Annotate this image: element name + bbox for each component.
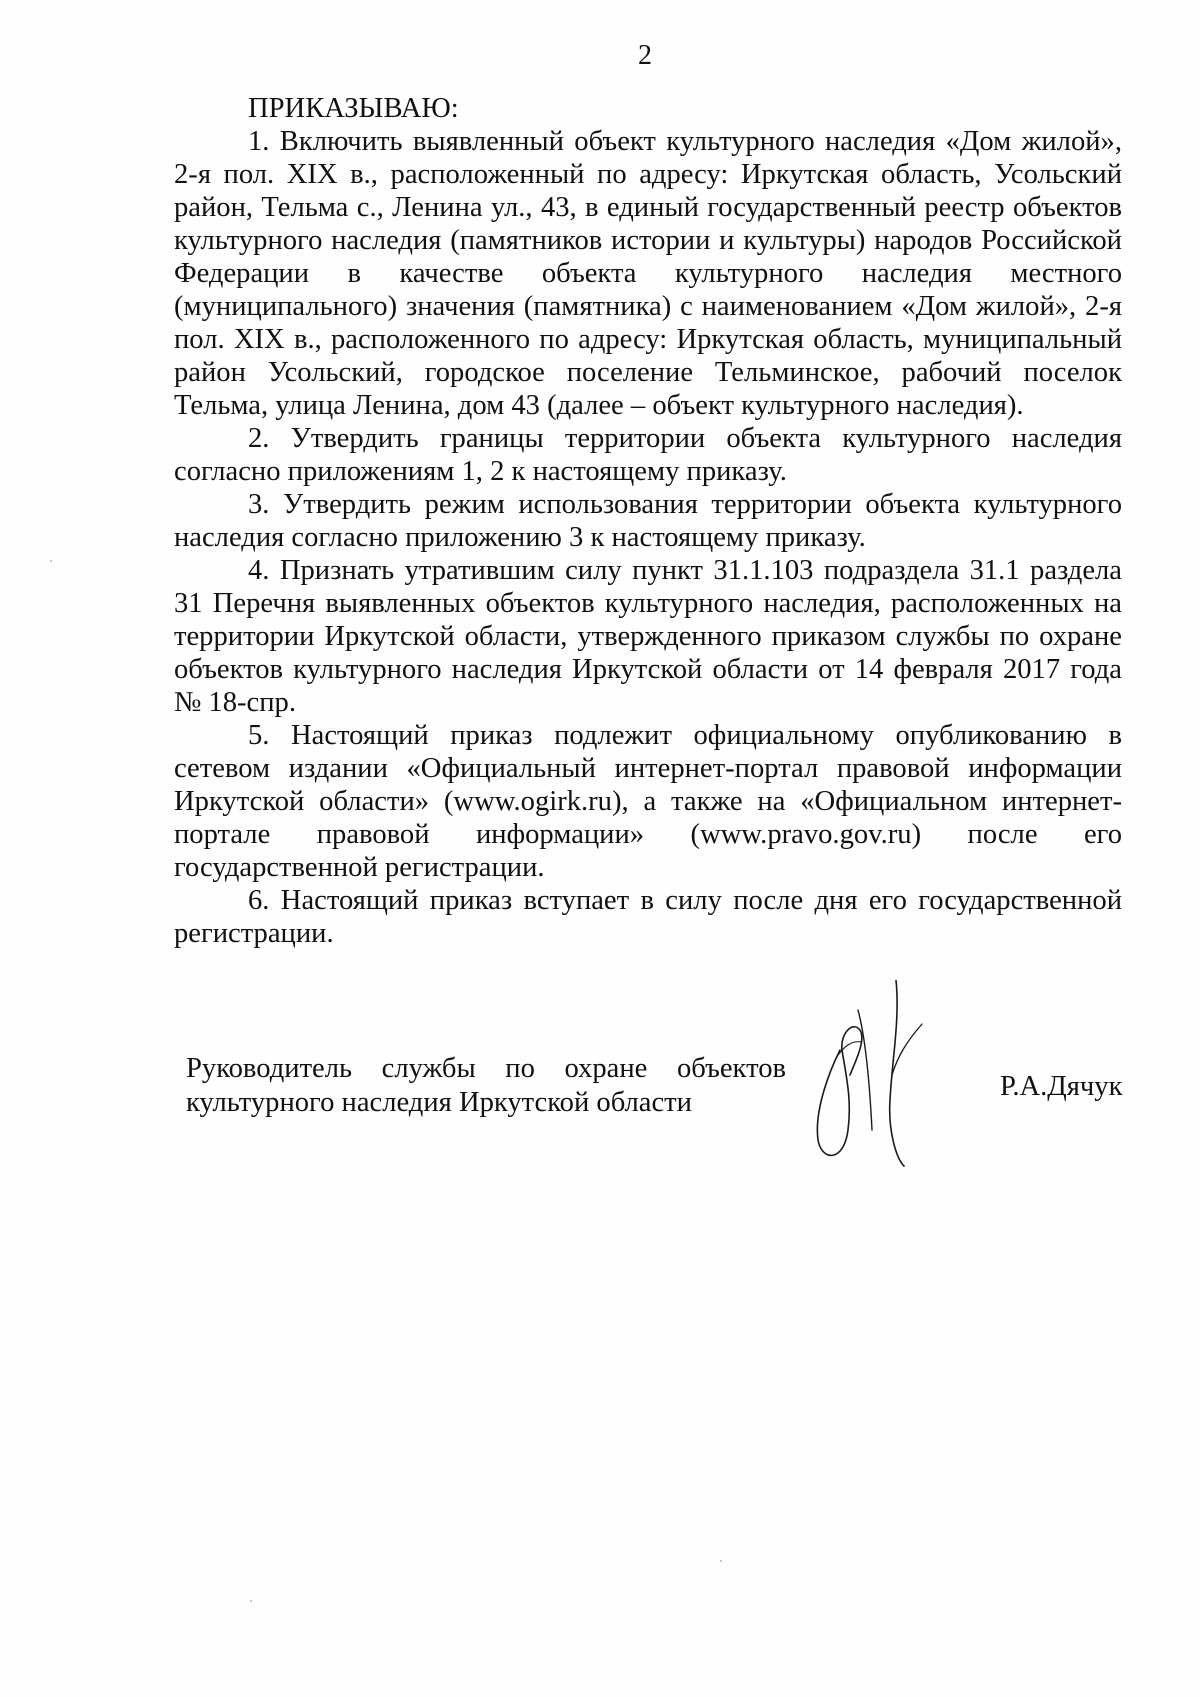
order-heading: ПРИКАЗЫВАЮ: [248,93,459,124]
signer-name: Р.А.Дячук [1000,1071,1123,1102]
handwritten-signature [800,980,950,1170]
order-item-5: 5. Настоящий приказ подлежит официальному опубликованию в сетевом издании «Официальный интернет-портал правовой информации Иркутской области» (www.ogirk.ru), а также на «Официальном интернет-портале правовой информации» (www.pravo.gov.ru) после его государственной регистрации. [174,720,1122,883]
signatory-position-line-1: Руководитель службы по охране объектов [186,1053,786,1084]
order-body [174,92,1122,950]
signatory-position [186,1052,786,1120]
scan-speck [720,1560,722,1562]
order-item-3: 3. Утвердить режим использования территории объекта культурного наследия согласно приложению 3 к настоящему приказу. [174,489,1122,553]
signatory-position-line-2: культурного наследия Иркутской области [186,1087,692,1118]
order-item-6: 6. Настоящий приказ вступает в силу после дня его государственной регистрации. [174,885,1122,949]
order-item-1: 1. Включить выявленный объект культурного наследия «Дом жилой», 2-я пол. XIX в., расположенный по адресу: Иркутская область, Усольский район, Тельма с., Ленина ул., 43, в единый государственный реестр объектов культурного наследия (памятников истории и культуры) народов Российской Федерации в качестве объекта культурного наследия местного (муниципального) значения (памятника) с наименованием «Дом жилой», 2-я пол. XIX в., расположенного по адресу: Иркутская область, муниципальный район Усольский, городское поселение Тельминское, рабочий поселок Тельма, улица Ленина, дом 43 (далее – объект культурного наследия). [174,126,1122,421]
scan-speck [250,1600,252,1602]
order-item-2: 2. Утвердить границы территории объекта культурного наследия согласно приложениям 1, 2 к настоящему приказу. [174,423,1122,487]
order-item-4: 4. Признать утратившим силу пункт 31.1.103 подраздела 31.1 раздела 31 Перечня выявленных объектов культурного наследия, расположенных на территории Иркутской области, утвержденного приказом службы по охране объектов культурного наследия Иркутской области от 14 февраля 2017 года № 18-спр. [174,555,1122,718]
scan-speck [50,560,52,562]
page-number: 2 [638,40,652,71]
